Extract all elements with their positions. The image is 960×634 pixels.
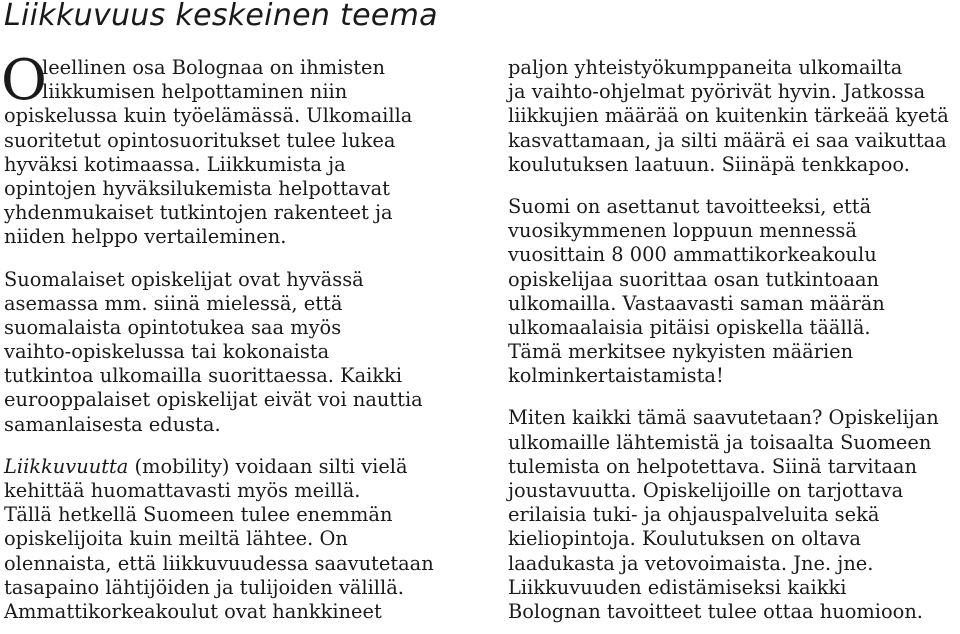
text-line: laadukasta ja vetovoimaista. Jne. jne.	[508, 551, 874, 575]
text-line	[4, 455, 474, 479]
text-line: Miten kaikki tämä saavutetaan? Opiskelijan	[508, 406, 939, 430]
text-line: ulkomailla. Vastaavasti saman määrän	[508, 291, 885, 315]
text-line: suomalaista opintotukea saa myös	[4, 315, 342, 339]
text-line: Suomi on asettanut tavoitteeksi, että	[508, 194, 872, 218]
text-fragment: (mobility) voidaan silti vielä	[128, 454, 408, 478]
text-line: Ammattikorkeakoulut ovat hankkineet	[4, 599, 382, 623]
mobility-term: Liikkuvuutta	[4, 454, 129, 478]
left-column	[1, 48, 474, 624]
text-line: Tällä hetkellä Suomeen tulee enemmän	[4, 503, 393, 527]
text-line: kieliopintoja. Koulutuksen on oltava	[508, 527, 861, 551]
text-line: suoritetut opintosuoritukset tulee lukea	[4, 128, 396, 152]
text-line: vuosittain 8 000 ammattikorkeakoulu	[508, 243, 877, 267]
text-line: niiden helppo vertaileminen.	[4, 225, 287, 249]
text-line: opintojen hyväksilukemista helpottavat	[4, 176, 390, 200]
text-line: kasvattamaan, ja silti määrä ei saa vaikuttaa	[508, 128, 947, 152]
article-title: Liikkuvuus keskeinen teema	[4, 0, 438, 33]
text-line: koulutuksen laatuun. Siinäpä tenkkapoo.	[508, 152, 910, 176]
text-line: hyväksi kotimaassa. Liikkumista ja	[4, 152, 346, 176]
text-line: opiskelijaa suorittaa osan tutkintoaan	[508, 267, 880, 291]
text-line: kolminkertaistamista!	[508, 364, 724, 388]
drop-cap: O	[1, 48, 47, 113]
text-line: samanlaisesta edusta.	[4, 412, 221, 436]
text-line: yhdenmukaiset tutkintojen rakenteet ja	[4, 201, 393, 225]
text-line: opiskelijoita kuin meiltä lähtee. On	[4, 527, 348, 551]
text-line: ja vaihto-ohjelmat pyörivät hyvin. Jatkossa	[508, 80, 926, 104]
text-line: opiskelussa kuin työelämässä. Ulkomailla	[4, 104, 413, 128]
text-line: tasapaino lähtijöiden ja tulijoiden välillä.	[4, 575, 404, 599]
text-line: ulkomaalaisia pitäisi opiskella täällä.	[508, 315, 871, 339]
text-line: tutkintoa ulkomailla suorittaessa. Kaikki	[4, 364, 403, 388]
text-line: Liikkuvuuden edistämiseksi kaikki	[508, 575, 847, 599]
text-line: kehittää huomattavasti myös meillä.	[4, 479, 361, 502]
text-line: paljon yhteistyökumppaneita ulkomailta	[508, 56, 903, 79]
text-line: olennaista, että liikkuvuudessa saavutetaan	[4, 551, 434, 575]
text-line: ulkomaille lähtemistä ja toisaalta Suomeen	[508, 430, 932, 454]
text-line: eurooppalaiset opiskelijat eivät voi nauttia	[4, 388, 423, 412]
text-line: vaihto-opiskelussa tai kokonaista	[4, 340, 330, 364]
text-line: vuosikymmenen loppuun mennessä	[508, 219, 857, 243]
dropcap-lines	[1, 48, 474, 113]
text-line: asemassa mm. siinä mielessä, että	[4, 291, 343, 315]
text-line: tulemista on helpotettava. Siinä tarvitaan	[508, 454, 917, 478]
text-line: Suomalaiset opiskelijat ovat hyvässä	[4, 267, 364, 291]
text-line: leellinen osa Bolognaa on ihmisten	[42, 56, 386, 79]
text-line: joustavuutta. Opiskelijoille on tarjottava	[508, 479, 904, 502]
text-line: erilaisia tuki- ja ohjauspalveluita sekä	[508, 503, 880, 527]
right-column	[508, 56, 960, 624]
text-line: Tämä merkitsee nykyisten määrien	[508, 340, 854, 364]
text-line: liikkumisen helpottaminen niin	[42, 80, 348, 104]
text-line: liikkujien määrää on kuitenkin tärkeää kyetä	[508, 104, 949, 128]
text-line: Bolognan tavoitteet tulee ottaa huomioon.	[508, 599, 923, 623]
